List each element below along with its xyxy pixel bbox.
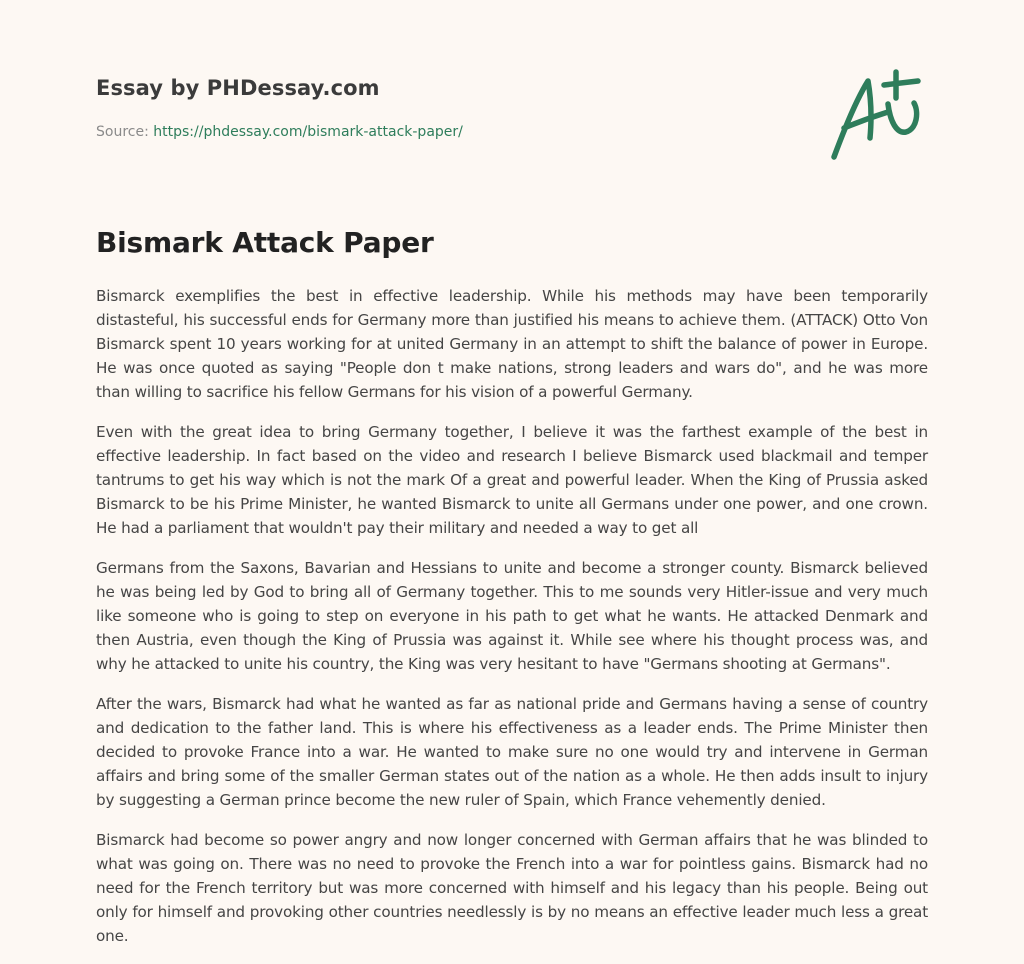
essay-paragraph: After the wars, Bismarck had what he wanted as far as national pride and Germans having a sense of country and dedication to the father land. This is where his effectiveness as a leader ends. The Prime Minister then decided to provoke France into a war. He wanted to make sure no one would try and intervene in German affairs and bring some of the smaller German states out of the nation as a whole. He then adds insult to injury by suggesting a German prince become the new ruler of Spain, which France vehemently denied. <box>96 695 928 809</box>
essay-paragraph: Even with the great idea to bring Germany together, I believe it was the farthest example of the best in effective leadership. In fact based on the video and research I believe Bismarck used blackmail and temper tantrums to get his way which is not the mark Of a great and powerful leader. When the King of Prussia asked Bismarck to be his Prime Minister, he wanted Bismarck to unite all Germans under one power, and one crown. He had a parliament that wouldn't pay their military and needed a way to get all <box>96 423 928 537</box>
essay-title: Bismark Attack Paper <box>96 226 434 259</box>
brand-name: Essay by PHDessay.com <box>96 76 380 100</box>
essay-paragraph: Germans from the Saxons, Bavarian and Hessians to unite and become a stronger county. Bismarck believed he was being led by God to bring all of Germany together. This to me sounds very Hitler-issue and very much like someone who is going to step on everyone in his path to get what he wants. He attacked Denmark and then Austria, even though the King of Prussia was against it. While see where his thought process was, and why he attacked to unite his country, the King was very hesitant to have "Germans shooting at Germans". <box>96 559 928 673</box>
source-link[interactable]: https://phdessay.com/bismark-attack-paper/ <box>153 124 463 140</box>
source-label: Source: <box>96 124 154 140</box>
source-line <box>96 124 463 140</box>
a-plus-logo-icon <box>826 68 926 164</box>
essay-body <box>96 284 928 964</box>
essay-header <box>96 72 928 172</box>
essay-paragraph: Bismarck exemplifies the best in effective leadership. While his methods may have been temporarily distasteful, his successful ends for Germany more than justified his means to achieve them. (ATTACK) Otto Von Bismarck spent 10 years working for at united Germany in an attempt to shift the balance of power in Europe. He was once quoted as saying "People don t make nations, strong leaders and wars do", and he was more than willing to sacrifice his fellow Germans for his vision of a powerful Germany. <box>96 287 928 401</box>
essay-paragraph: Bismarck had become so power angry and now longer concerned with German affairs that he was blinded to what was going on. There was no need to provoke the French into a war for pointless gains. Bismarck had no need for the French territory but was more concerned with himself and his legacy than his people. Being out only for himself and provoking other countries needlessly is by no means an effective leader much less a great one. <box>96 831 928 945</box>
